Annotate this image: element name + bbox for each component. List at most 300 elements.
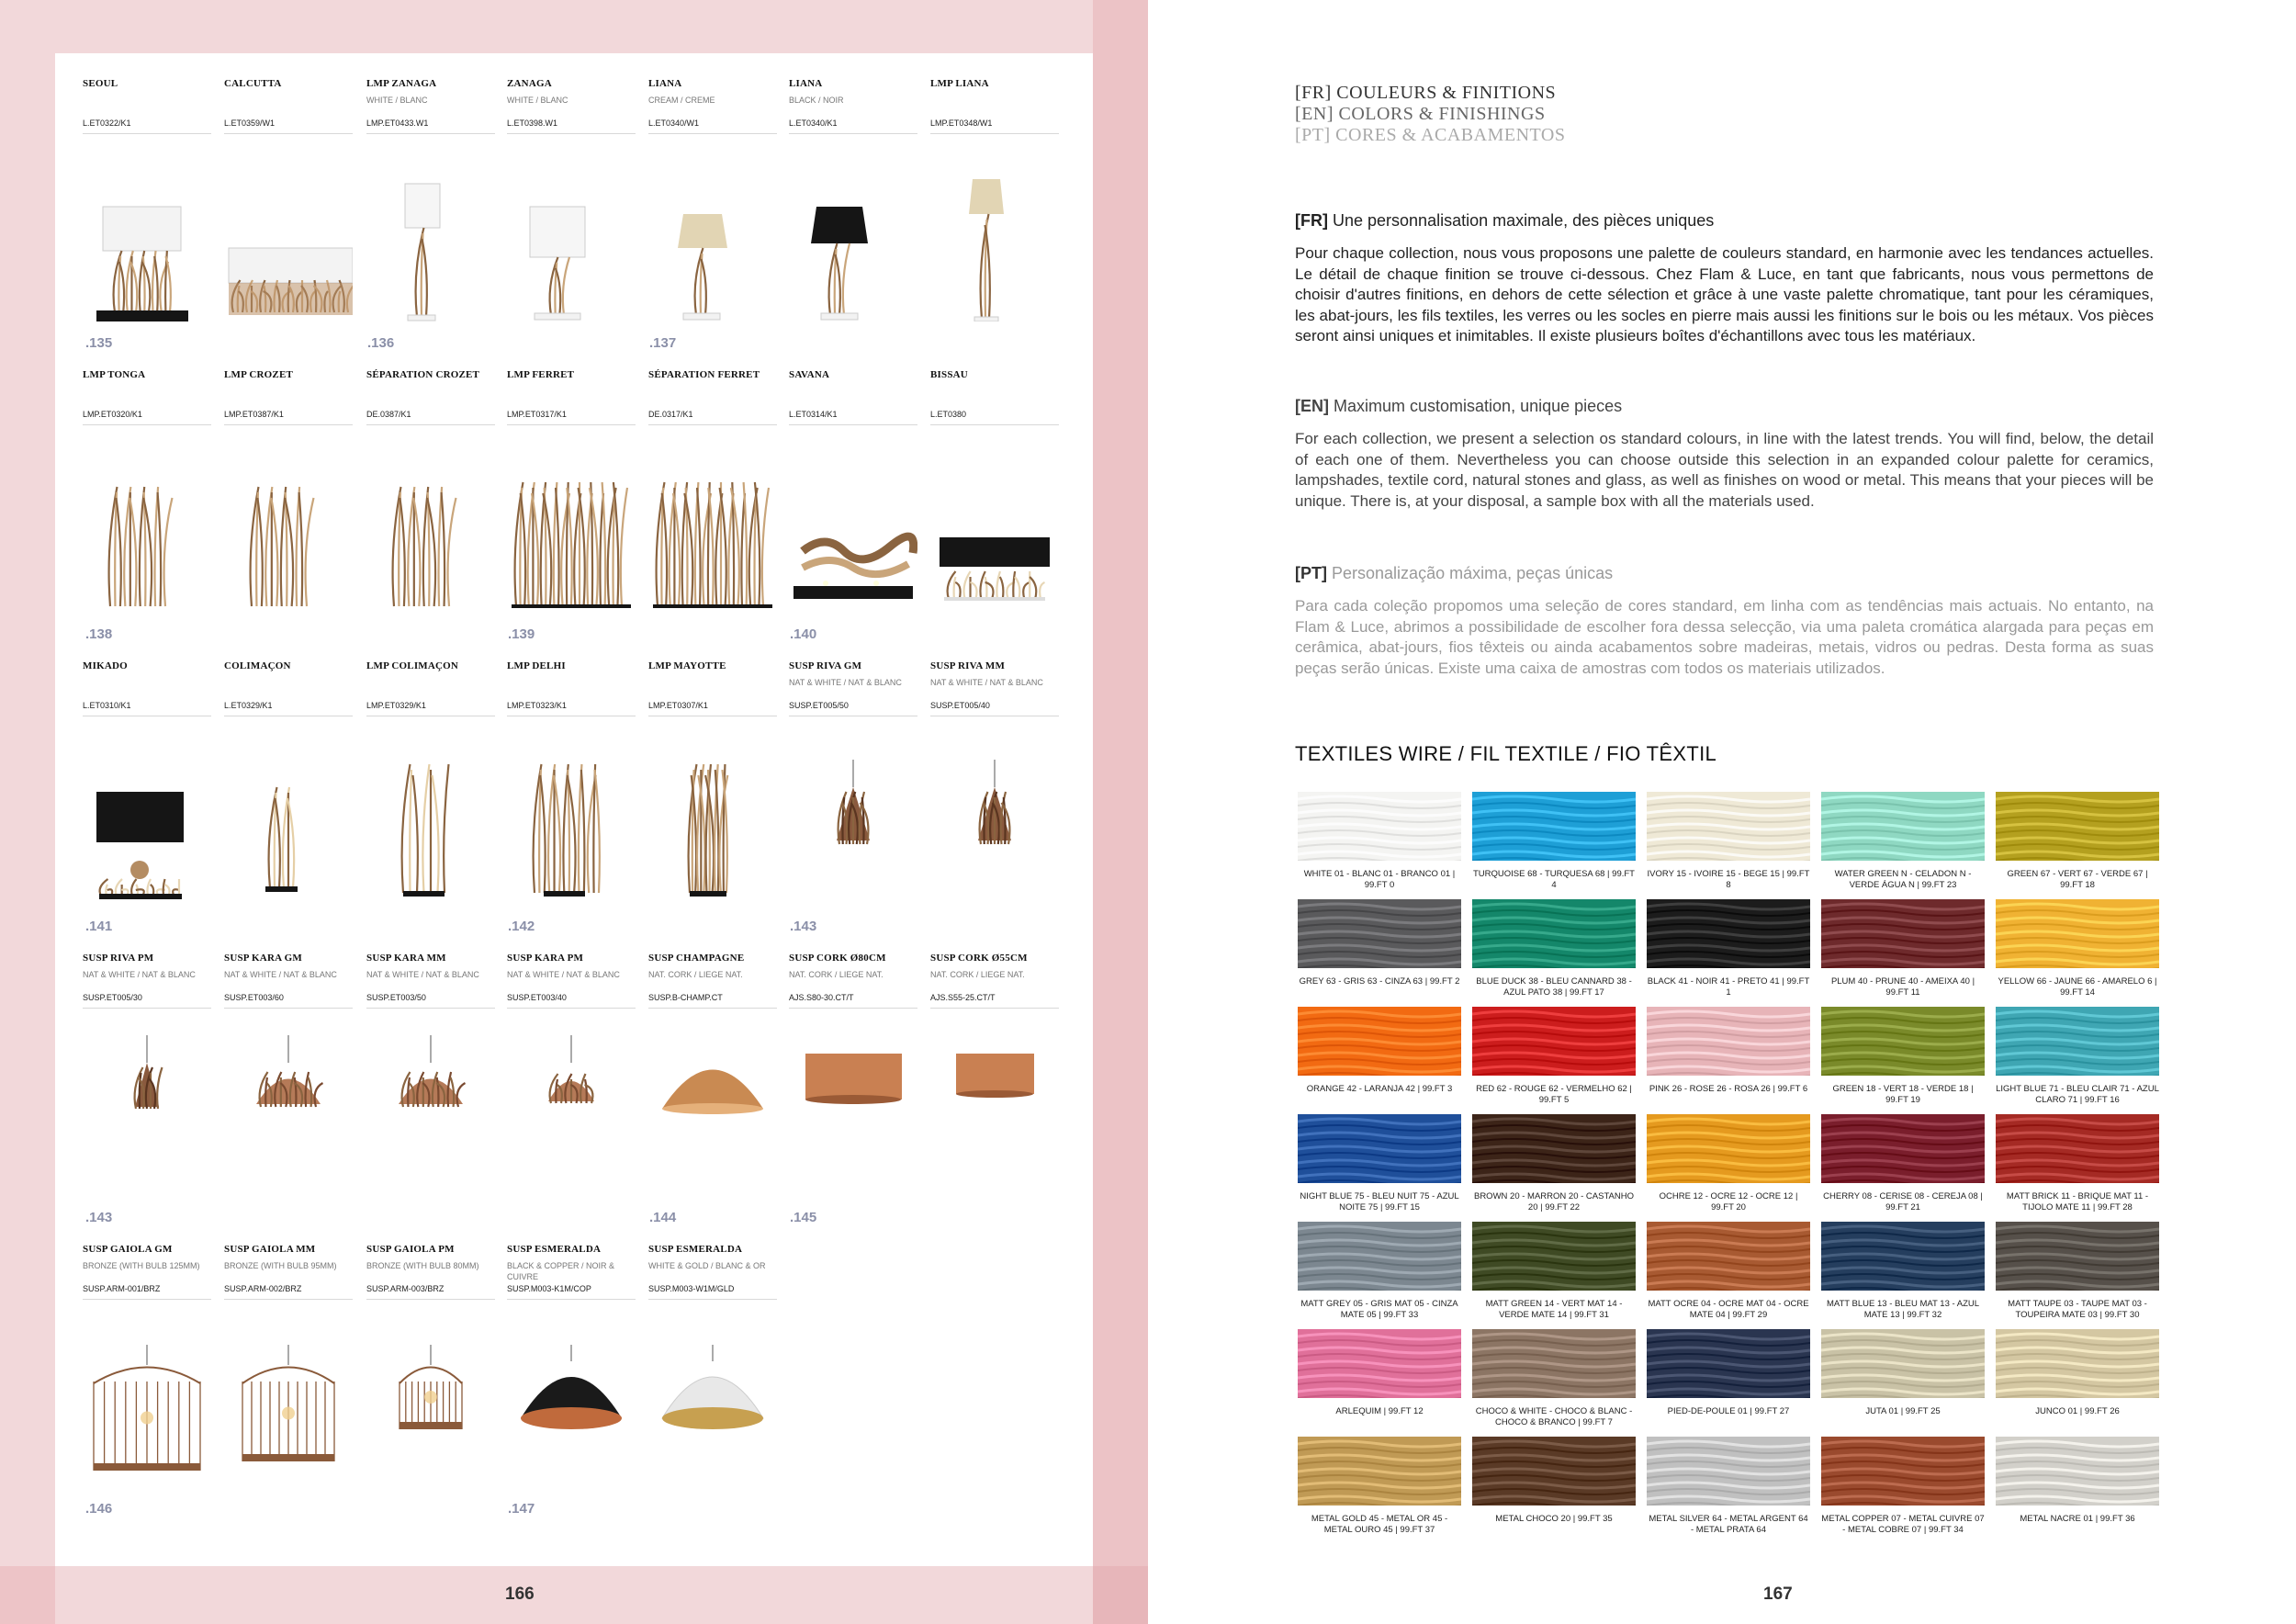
product-name: LMP COLIMAÇON [366,660,459,671]
product-image [366,760,495,897]
product-description [83,386,220,410]
top-band [0,0,1148,53]
product-card [789,78,927,134]
textile-swatch [1472,1114,1636,1213]
textile-swatch-image [1647,899,1810,968]
textile-swatch-image [1647,792,1810,861]
textile-swatch [1996,899,2159,998]
product-description: NAT & WHITE / NAT & BLANC [789,678,902,687]
product-card [648,369,786,425]
textile-swatch [1996,1329,2159,1417]
product-image [789,1035,917,1173]
textile-swatch-image [1647,1114,1810,1183]
swatch-label: ARLEQUIM | 99.FT 12 [1335,1406,1424,1416]
product-code: SUSP.ET005/50 [789,701,917,716]
product-card [366,369,504,425]
product-name: LMP ZANAGA [366,78,437,89]
collection-number: .139 [508,626,535,642]
section-title-en: [EN] COLORS & FINISHINGS [1295,104,1546,124]
textile-swatch [1996,1114,2159,1213]
textile-swatch-image [1821,1114,1985,1183]
product-card [83,953,220,1009]
fr-heading [1295,211,2154,231]
product-description [507,386,645,410]
product-card [789,953,927,1009]
swatch-label: MATT TAUPE 03 - TAUPE MAT 03 - TOUPEIRA MATE 03 | 99.FT 30 [2008,1299,2147,1320]
textile-swatch-image [1298,1114,1461,1183]
product-image [366,1035,495,1173]
textile-swatch-image [1821,1007,1985,1076]
swatch-label: BLUE DUCK 38 - BLEU CANNARD 38 - AZUL PATO 38 | 99.FT 17 [1476,976,1632,998]
product-description: BRONZE (WITH BULB 80MM) [366,1261,479,1270]
product-code: DE.0387/K1 [366,410,495,425]
textile-swatch-image [1996,1007,2159,1076]
swatch-label: MATT OCRE 04 - OCRE MAT 04 - OCRE MATE 04 | 99.FT 29 [1648,1299,1809,1320]
textile-swatch [1298,899,1461,987]
product-card [366,78,504,134]
product-card [930,78,1068,134]
product-description: BLACK / NOIR [789,96,844,105]
product-card [507,953,645,1009]
product-description [930,95,1068,118]
product-code: L.ET0340/K1 [789,118,917,134]
product-card [930,953,1068,1009]
product-card [83,1244,220,1300]
textile-swatch-image [1821,1222,1985,1291]
product-image [224,1035,353,1173]
product-name: SÉPARATION CROZET [366,369,480,380]
product-code: LMP.ET0317/K1 [507,410,636,425]
product-name: SUSP CORK Ø80CM [789,953,886,964]
collection-number: .144 [649,1210,677,1225]
product-name: SUSP KARA PM [507,953,584,964]
textile-swatch [1821,1222,1985,1321]
right-page [1148,0,2296,1624]
pt-tag: [PT] [1295,564,1327,582]
textile-swatch [1996,1437,2159,1525]
textile-swatch [1996,792,2159,891]
swatch-label: CHERRY 08 - CERISE 08 - CEREJA 08 | 99.FT 21 [1823,1191,1983,1212]
product-image [224,179,353,317]
product-code: AJS.S80-30.CT/T [789,993,917,1009]
product-name: CALCUTTA [224,78,282,89]
product-name: SÉPARATION FERRET [648,369,760,380]
textile-swatch [1996,1222,2159,1321]
product-description [366,386,504,410]
swatch-label: JUTA 01 | 99.FT 25 [1865,1406,1941,1416]
product-code: SUSP.ARM-001/BRZ [83,1284,211,1300]
product-code: LMP.ET0320/K1 [83,410,211,425]
textile-swatch [1647,1007,1810,1095]
product-card [224,78,362,134]
product-image [507,760,636,897]
collection-number: .137 [649,335,677,351]
textile-swatch-image [1298,1007,1461,1076]
swatch-label: BLACK 41 - NOIR 41 - PRETO 41 | 99.FT 1 [1647,976,1810,998]
product-description [789,386,927,410]
textile-swatch-image [1996,1114,2159,1183]
textile-swatch [1647,1437,1810,1536]
product-code: SUSP.ARM-002/BRZ [224,1284,353,1300]
swatch-label: MATT BRICK 11 - BRIQUE MAT 11 - TIJOLO MATE 11 | 99.FT 28 [2006,1191,2149,1212]
product-image [648,468,777,606]
textile-swatch [1472,1329,1636,1428]
swatch-label: ORANGE 42 - LARANJA 42 | 99.FT 3 [1306,1084,1453,1094]
swatch-label: METAL NACRE 01 | 99.FT 36 [2020,1514,2135,1524]
textile-swatch-image [1472,792,1636,861]
product-name: SUSP KARA MM [366,953,446,964]
textiles-title: TEXTILES WIRE / FIL TEXTILE / FIO TÊXTIL [1295,742,1717,765]
swatch-label: OCHRE 12 - OCRE 12 - OCRE 12 | 99.FT 20 [1659,1191,1798,1212]
textile-swatch [1298,792,1461,891]
collection-number: .143 [790,919,817,934]
product-card [507,1244,645,1300]
fr-tag: [FR] [1295,211,1328,230]
product-description [366,677,504,701]
pt-heading-text: Personalização máxima, peças únicas [1332,564,1614,582]
product-image [366,468,495,606]
product-name: SUSP GAIOLA MM [224,1244,316,1255]
product-code: L.ET0380 [930,410,1059,425]
product-name: COLIMAÇON [224,660,291,671]
product-code: SUSP.ET005/40 [930,701,1059,716]
product-card [789,369,927,425]
product-image [366,179,495,317]
textile-swatch [1821,1007,1985,1106]
product-description: NAT & WHITE / NAT & BLANC [930,678,1043,687]
product-name: SUSP RIVA MM [930,660,1006,671]
textile-swatch [1472,1222,1636,1321]
product-code: L.ET0398.W1 [507,118,636,134]
product-name: SEOUL [83,78,118,89]
textile-swatch-image [1647,1007,1810,1076]
product-image [507,468,636,606]
product-description: NAT & WHITE / NAT & BLANC [507,970,620,979]
product-code: LMP.ET0433.W1 [366,118,495,134]
textile-swatch-image [1472,1114,1636,1183]
textile-swatch-image [1821,1329,1985,1398]
swatch-label: BROWN 20 - MARRON 20 - CASTANHO 20 | 99.FT 22 [1473,1191,1634,1212]
product-code: SUSP.ET003/40 [507,993,636,1009]
textile-swatch-image [1996,899,2159,968]
product-image [224,1345,353,1483]
swatch-label: GREEN 18 - VERT 18 - VERDE 18 | 99.FT 19 [1832,1084,1974,1105]
product-code: DE.0317/K1 [648,410,777,425]
textile-swatch [1472,792,1636,891]
fr-body: Pour chaque collection, nous vous proposons une palette de couleurs standard, en harmonie avec les tendances actuelles. Le détail de chaque finition se trouve ci-dessous. Chez Flam & Luce, en tant que fabricants, nous vous permettons de choisir d'autres finitions, en dehors de cette sélection et grâce à une vaste palette chromatique, tant pour les céramiques, les abat-jours, les fils textiles, les verres ou les socles en pierre mais aussi les finitions sur le bois ou les métaux. Vos pièces seront ainsi uniques et inimitables. Il existe plusieurs boîtes d'échantillons avec tous les matériaux. [1295,244,2154,344]
swatch-label: CHOCO & WHITE - CHOCO & BLANC - CHOCO & BRANCO | 99.FT 7 [1475,1406,1633,1427]
product-name: SUSP RIVA GM [789,660,862,671]
product-description: BLACK & COPPER / NOIR & CUIVRE [507,1261,615,1281]
product-name: LMP LIANA [930,78,989,89]
product-description [83,95,220,118]
product-name: SUSP GAIOLA PM [366,1244,455,1255]
product-description: WHITE & GOLD / BLANC & OR [648,1261,766,1270]
product-code: SUSP.B-CHAMP.CT [648,993,777,1009]
textile-swatch [1298,1437,1461,1536]
pt-block [1295,564,2154,679]
textile-swatch-image [1298,792,1461,861]
product-description [83,677,220,701]
product-image [789,760,917,897]
section-title-pt: [PT] CORES & ACABAMENTOS [1295,125,1566,145]
page-edge-corner [1093,1566,1148,1624]
textile-swatch [1298,1329,1461,1417]
product-card [930,369,1068,425]
textile-swatch [1821,1437,1985,1536]
product-card [366,953,504,1009]
product-image [930,179,1059,317]
product-image [648,179,777,317]
swatch-label: METAL GOLD 45 - METAL OR 45 - METAL OURO 45 | 99.FT 37 [1311,1514,1448,1535]
product-card [224,660,362,716]
swatch-label: IVORY 15 - IVOIRE 15 - BEGE 15 | 99.FT 8 [1647,869,1810,890]
product-card [83,78,220,134]
product-card [224,369,362,425]
textile-swatch-image [1821,792,1985,861]
textile-swatch-image [1472,899,1636,968]
product-code: SUSP.ET003/50 [366,993,495,1009]
product-image [83,760,211,897]
product-description: BRONZE (WITH BULB 95MM) [224,1261,337,1270]
product-name: SUSP CORK Ø55CM [930,953,1028,964]
product-name: LIANA [648,78,682,89]
product-image [789,179,917,317]
product-name: SUSP KARA GM [224,953,302,964]
product-code: L.ET0329/K1 [224,701,353,716]
section-title-fr: [FR] COULEURS & FINITIONS [1295,83,1557,103]
collection-number: .135 [85,335,113,351]
product-catalog [55,53,1093,1566]
product-image [366,1345,495,1483]
product-card [507,369,645,425]
product-code: LMP.ET0323/K1 [507,701,636,716]
product-description [930,386,1068,410]
textile-swatch-image [1996,1437,2159,1506]
collection-number: .143 [85,1210,113,1225]
product-image [224,468,353,606]
bottom-band [0,1566,1148,1624]
product-description: CREAM / CREME [648,96,715,105]
product-image [648,1345,777,1483]
collection-number: .140 [790,626,817,642]
textile-swatch-image [1298,1329,1461,1398]
product-name: SUSP ESMERALDA [507,1244,602,1255]
swatch-label: PLUM 40 - PRUNE 40 - AMEIXA 40 | 99.FT 11 [1830,976,1975,998]
product-description: WHITE / BLANC [366,96,428,105]
product-description: NAT. CORK / LIEGE NAT. [930,970,1025,979]
product-image [930,468,1059,606]
fr-block [1295,211,2154,347]
swatch-label: NIGHT BLUE 75 - BLEU NUIT 75 - AZUL NOITE 75 | 99.FT 15 [1300,1191,1459,1212]
textile-swatch-image [1472,1329,1636,1398]
swatch-label: WATER GREEN N - CELADON N - VERDE ÁGUA N | 99.FT 23 [1834,869,1972,890]
product-card [507,660,645,716]
product-description: BRONZE (WITH BULB 125MM) [83,1261,200,1270]
textile-swatch [1996,1007,2159,1106]
en-tag: [EN] [1295,397,1329,415]
product-description: WHITE / BLANC [507,96,568,105]
swatch-label: PIED-DE-POULE 01 | 99.FT 27 [1667,1406,1790,1416]
collection-number: .146 [85,1501,113,1517]
product-image [930,1035,1059,1173]
collection-number: .145 [790,1210,817,1225]
pt-body: Para cada coleção propomos uma seleção de cores standard, em linha com as tendências mais actuais. No entanto, na Flam & Luce, abrimos a possibilidade de escolher fora dessa selecção, via uma paleta cromática alargada para peças em cerâmica, abat-jours, fios têxteis ou ainda acabamentos sobre madeiras, metais, vidros ou pedras. Desta forma as suas peças serão únicas. Existe uma caixa de amostras com todos os materiais utilizados. [1295,597,2154,677]
product-code: SUSP.M003-K1M/COP [507,1284,636,1300]
product-code: SUSP.ET003/60 [224,993,353,1009]
textile-swatch-image [1821,1437,1985,1506]
product-image [83,468,211,606]
textile-swatch [1647,1329,1810,1417]
product-card [930,660,1068,716]
product-image [648,760,777,897]
product-card [366,660,504,716]
product-name: SUSP GAIOLA GM [83,1244,173,1255]
textile-swatch [1298,1007,1461,1095]
product-card [507,78,645,134]
textile-swatch-image [1996,1329,2159,1398]
product-code: LMP.ET0348/W1 [930,118,1059,134]
product-card [648,78,786,134]
textile-swatch-image [1472,1007,1636,1076]
product-card [648,1244,786,1300]
product-card [224,1244,362,1300]
product-name: SUSP RIVA PM [83,953,154,964]
textile-swatch [1647,1222,1810,1321]
textile-swatch [1472,1437,1636,1525]
product-code: L.ET0359/W1 [224,118,353,134]
product-code: LMP.ET0387/K1 [224,410,353,425]
swatch-label: JUNCO 01 | 99.FT 26 [2035,1406,2120,1416]
product-description: NAT. CORK / LIEGE NAT. [789,970,884,979]
en-block [1295,397,2154,512]
product-description: NAT & WHITE / NAT & BLANC [224,970,337,979]
collection-number: .147 [508,1501,535,1517]
textile-swatch-image [1472,1222,1636,1291]
product-name: LMP DELHI [507,660,566,671]
product-name: LMP CROZET [224,369,294,380]
textile-swatch-image [1996,1222,2159,1291]
product-code: AJS.S55-25.CT/T [930,993,1059,1009]
product-description: NAT & WHITE / NAT & BLANC [366,970,479,979]
pt-heading [1295,564,2154,583]
textile-swatch-image [1298,1437,1461,1506]
product-name: SUSP ESMERALDA [648,1244,743,1255]
textile-swatch [1298,1114,1461,1213]
en-heading-text: Maximum customisation, unique pieces [1334,397,1623,415]
product-description [224,386,362,410]
product-description: NAT. CORK / LIEGE NAT. [648,970,743,979]
product-code: SUSP.M003-W1M/GLD [648,1284,777,1300]
fr-heading-text: Une personnalisation maximale, des pièces uniques [1333,211,1715,230]
textile-swatch [1647,792,1810,891]
product-image [789,468,917,606]
product-card [83,369,220,425]
product-name: LMP MAYOTTE [648,660,726,671]
textile-swatch [1821,899,1985,998]
product-code: LMP.ET0329/K1 [366,701,495,716]
textile-swatch-image [1647,1329,1810,1398]
textile-swatch-image [1647,1437,1810,1506]
product-code: SUSP.ARM-003/BRZ [366,1284,495,1300]
product-card [83,660,220,716]
product-code: SUSP.ET005/30 [83,993,211,1009]
textile-swatch-image [1647,1222,1810,1291]
product-code: L.ET0314/K1 [789,410,917,425]
product-code: LMP.ET0307/K1 [648,701,777,716]
product-image [83,1345,211,1483]
textile-swatch-image [1298,1222,1461,1291]
product-name: LMP TONGA [83,369,146,380]
textile-swatch-image [1298,899,1461,968]
textile-swatch [1472,899,1636,998]
swatch-label: GREY 63 - GRIS 63 - CINZA 63 | 99.FT 2 [1299,976,1460,987]
textile-swatch [1298,1222,1461,1321]
textile-swatch [1472,1007,1636,1106]
product-description: NAT & WHITE / NAT & BLANC [83,970,196,979]
product-card [648,660,786,716]
swatch-label: LIGHT BLUE 71 - BLEU CLAIR 71 - AZUL CLARO 71 | 99.FT 16 [1996,1084,2159,1105]
en-heading [1295,397,2154,416]
swatch-label: WHITE 01 - BLANC 01 - BRANCO 01 | 99.FT 0 [1303,869,1456,890]
product-image [507,179,636,317]
product-image [930,760,1059,897]
swatch-label: RED 62 - ROUGE 62 - VERMELHO 62 | 99.FT 5 [1476,1084,1632,1105]
product-image [507,1035,636,1173]
textile-swatch [1821,1329,1985,1417]
swatch-label: TURQUOISE 68 - TURQUESA 68 | 99.FT 4 [1473,869,1635,890]
product-name: LMP FERRET [507,369,575,380]
product-name: BISSAU [930,369,968,380]
textile-swatch [1647,899,1810,998]
product-image [648,1035,777,1173]
collection-number: .136 [367,335,395,351]
product-image [507,1345,636,1483]
swatch-label: MATT GREEN 14 - VERT MAT 14 - VERDE MATE 14 | 99.FT 31 [1485,1299,1623,1320]
product-card [648,953,786,1009]
swatch-label: METAL SILVER 64 - METAL ARGENT 64 - METAL PRATA 64 [1649,1514,1808,1535]
swatch-label: METAL COPPER 07 - METAL CUIVRE 07 - METAL COBRE 07 | 99.FT 34 [1821,1514,1985,1535]
textile-swatch-image [1821,899,1985,968]
swatch-label: PINK 26 - ROSE 26 - ROSA 26 | 99.FT 6 [1649,1084,1808,1094]
swatch-label: GREEN 67 - VERT 67 - VERDE 67 | 99.FT 18 [2007,869,2148,890]
swatch-label: MATT BLUE 13 - BLEU MAT 13 - AZUL MATE 13 | 99.FT 32 [1826,1299,1980,1320]
product-description [648,386,786,410]
product-code: L.ET0310/K1 [83,701,211,716]
collection-number: .138 [85,626,113,642]
product-name: SAVANA [789,369,830,380]
collection-number: .142 [508,919,535,934]
page-edge [1093,0,1148,1624]
textile-swatch [1821,1114,1985,1213]
product-card [789,660,927,716]
product-card [224,953,362,1009]
product-image [224,760,353,897]
product-name: ZANAGA [507,78,552,89]
collection-number: .141 [85,919,113,934]
textile-swatch-image [1472,1437,1636,1506]
textile-swatch [1821,792,1985,891]
product-name: MIKADO [83,660,128,671]
swatch-label: MATT GREY 05 - GRIS MAT 05 - CINZA MATE 05 | 99.FT 33 [1300,1299,1458,1320]
product-description [648,677,786,701]
swatch-label: YELLOW 66 - JAUNE 66 - AMARELO 6 | 99.FT 14 [1998,976,2157,998]
product-name: SUSP CHAMPAGNE [648,953,745,964]
product-code: L.ET0322/K1 [83,118,211,134]
swatch-label: METAL CHOCO 20 | 99.FT 35 [1495,1514,1613,1524]
product-name: LIANA [789,78,823,89]
textile-swatch [1647,1114,1810,1213]
